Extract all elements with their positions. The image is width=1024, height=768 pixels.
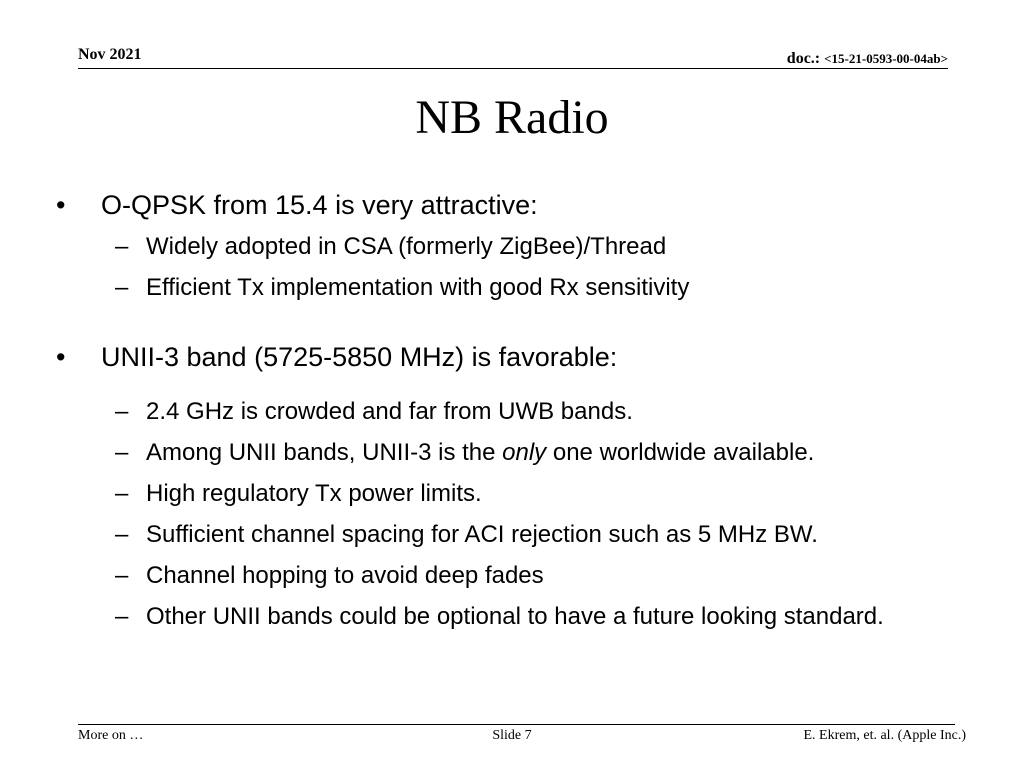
- footer-author: E. Ekrem, et. al. (Apple Inc.): [803, 728, 966, 743]
- sub-item-text: Sufficient channel spacing for ACI rejection such as 5 MHz BW.: [146, 521, 818, 548]
- slide-title: NB Radio: [415, 91, 609, 144]
- sub-item: [115, 436, 975, 470]
- sub-item: [115, 477, 975, 511]
- footer-left-text: More on …: [78, 728, 144, 743]
- sub-item-text: Other UNII bands could be optional to have a future looking standard.: [146, 603, 884, 630]
- dash-icon: –: [115, 480, 129, 507]
- footer-divider: [78, 724, 955, 725]
- dash-icon: –: [115, 274, 129, 301]
- sub-item: [115, 395, 975, 429]
- emphasis-only: only: [502, 439, 547, 466]
- sub-item: [115, 230, 975, 264]
- sub-item: [115, 271, 975, 305]
- sub-item-text: Widely adopted in CSA (formerly ZigBee)/Thread: [146, 233, 667, 260]
- header-doc-id: [787, 50, 948, 68]
- bullet-icon: •: [56, 342, 66, 372]
- bullet-icon: •: [56, 190, 66, 220]
- header-date: Nov 2021: [78, 46, 142, 63]
- sub-item: [115, 518, 975, 552]
- dash-icon: –: [115, 521, 129, 548]
- sub-item: [115, 559, 975, 593]
- doc-label: doc.:: [786, 50, 825, 67]
- bullet-text: UNII-3 band (5725-5850 MHz) is favorable:: [101, 342, 618, 372]
- sub-item-text: Efficient Tx implementation with good Rx sensitivity: [146, 274, 690, 301]
- dash-icon: –: [115, 562, 129, 589]
- slide-number: Slide 7: [492, 728, 532, 743]
- sub-item-text: High regulatory Tx power limits.: [146, 480, 482, 507]
- doc-number: <15-21-0593-00-04ab>: [824, 51, 948, 66]
- sub-item-text: [146, 436, 975, 470]
- sub-item-text: Channel hopping to avoid deep fades: [146, 562, 544, 589]
- text-after-emphasis: one worldwide available.: [546, 439, 815, 466]
- dash-icon: –: [115, 439, 129, 466]
- sub-item: [115, 600, 905, 634]
- text-before-emphasis: Among UNII bands, UNII-3 is the: [146, 439, 503, 466]
- header-divider: [78, 68, 948, 69]
- dash-icon: –: [115, 603, 129, 630]
- sub-item-text: 2.4 GHz is crowded and far from UWB bands.: [146, 398, 633, 425]
- dash-icon: –: [115, 398, 129, 425]
- dash-icon: –: [115, 233, 129, 260]
- bullet-text: O-QPSK from 15.4 is very attractive:: [101, 190, 538, 220]
